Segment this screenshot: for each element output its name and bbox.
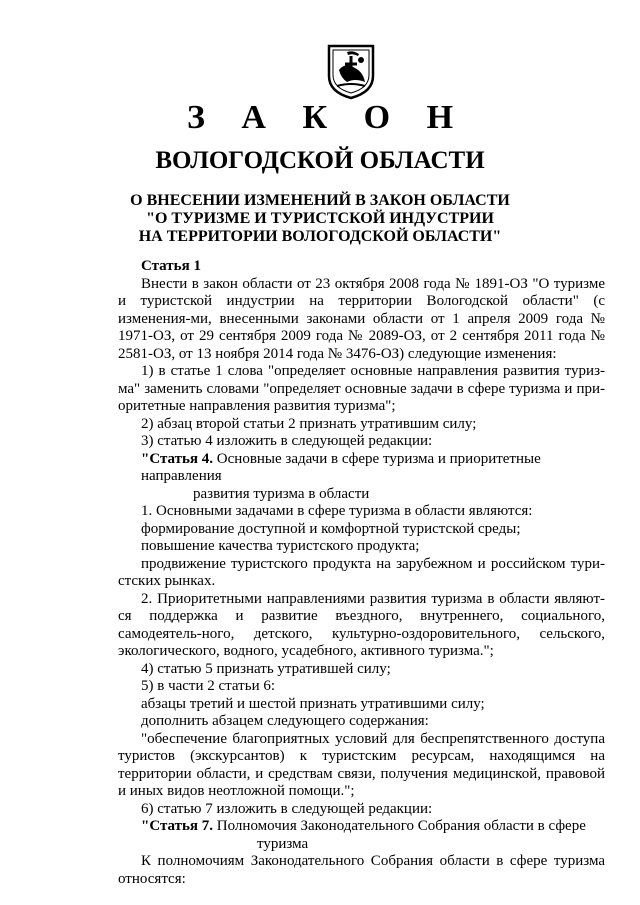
- article-7-label: "Статья 7.: [141, 818, 214, 834]
- article-4-part-1: 1. Основными задачами в сфере туризма в области являются:: [141, 503, 533, 519]
- document-region: ВОЛОГОДСКОЙ ОБЛАСТИ: [155, 147, 485, 174]
- article-4-task-1: формирование доступной и комфортной туристской среды;: [141, 520, 521, 537]
- article-7-title-a: Полномочия Законодательного Собрания области в сфере: [213, 818, 586, 834]
- change-item-2: 2) абзац второй статьи 2 признать утратившим силу;: [141, 415, 477, 432]
- article-4-part-2: 2. Приоритетными направлениями развития туризма в области являют-ся поддержка и развитие въездного, внутреннего, социального, самодеятель-ного, детского, культурно-оздоровительного, сельского, экологического, водного, усадебного, активного туризма.";: [118, 590, 605, 659]
- article-4-label: "Статья 4.: [141, 450, 214, 467]
- change-item-5c: "обеспечение благоприятных условий для беспрепятственного доступа туристов (экскурсантов) к туристским ресурсам, находящимся на территории области, и средствам связи, получения медицинской, правовой и иных видов неотложной помощи.";: [118, 730, 605, 799]
- article-7-title: [118, 818, 605, 853]
- coat-of-arms-icon: [325, 42, 377, 100]
- document-title: З А К О Н: [186, 99, 468, 136]
- article-7-title-b: туризма: [257, 835, 309, 852]
- document-body: [118, 258, 605, 888]
- article-4-title: [118, 451, 605, 504]
- change-item-5a: абзацы третий и шестой признать утратившими силу;: [141, 695, 485, 712]
- subtitle-line: О ВНЕСЕНИИ ИЗМЕНЕНИЙ В ЗАКОН ОБЛАСТИ: [130, 192, 510, 209]
- change-item-5b: дополнить абзацем следующего содержания:: [141, 713, 429, 729]
- change-item-4: 4) статью 5 признать утратившей силу;: [141, 660, 391, 677]
- change-item-1: 1) в статье 1 слова "определяет основные направления развития туриз-ма" заменить словами "определяет основные задачи в сфере туризма и при-оритетные направления развития туризма";: [118, 363, 605, 414]
- article-heading: Статья 1: [141, 258, 201, 274]
- change-item-5: 5) в части 2 статьи 6:: [141, 678, 276, 694]
- article-7-intro: К полномочиям Законодательного Собрания области в сфере туризма относятся:: [118, 853, 605, 887]
- article-4-task-2: повышение качества туристского продукта;: [141, 538, 420, 554]
- change-item-6: 6) статью 7 изложить в следующей редакции:: [141, 800, 433, 817]
- change-item-3: 3) статью 4 изложить в следующей редакции:: [141, 433, 433, 449]
- article-4-title-b: развития туризма в области: [193, 485, 370, 502]
- article-4-title-a: Основные задачи в сфере туризма и приоритетные направления: [141, 450, 541, 484]
- subtitle-line: НА ТЕРРИТОРИИ ВОЛОГОДСКОЙ ОБЛАСТИ": [138, 228, 502, 245]
- article-4-task-3: продвижение туристского продукта на зарубежном и российском тури-стских рынках.: [118, 555, 605, 589]
- article-intro: Внести в закон области от 23 октября 2008 года № 1891-ОЗ "О туризме и туристской индустрии на территории Вологодской области" (с изменения-ми, внесенными законами области от 1 апреля 2009 года № 1971-ОЗ, от 29 сентября 2009 года № 2089-ОЗ, от 2 сентября 2011 года № 2581-ОЗ, от 13 ноября 2014 года № 3476-ОЗ) следующие изменения:: [118, 275, 605, 362]
- document-subtitle: [120, 192, 520, 246]
- subtitle-line: "О ТУРИЗМЕ И ТУРИСТСКОЙ ИНДУСТРИИ: [146, 210, 494, 227]
